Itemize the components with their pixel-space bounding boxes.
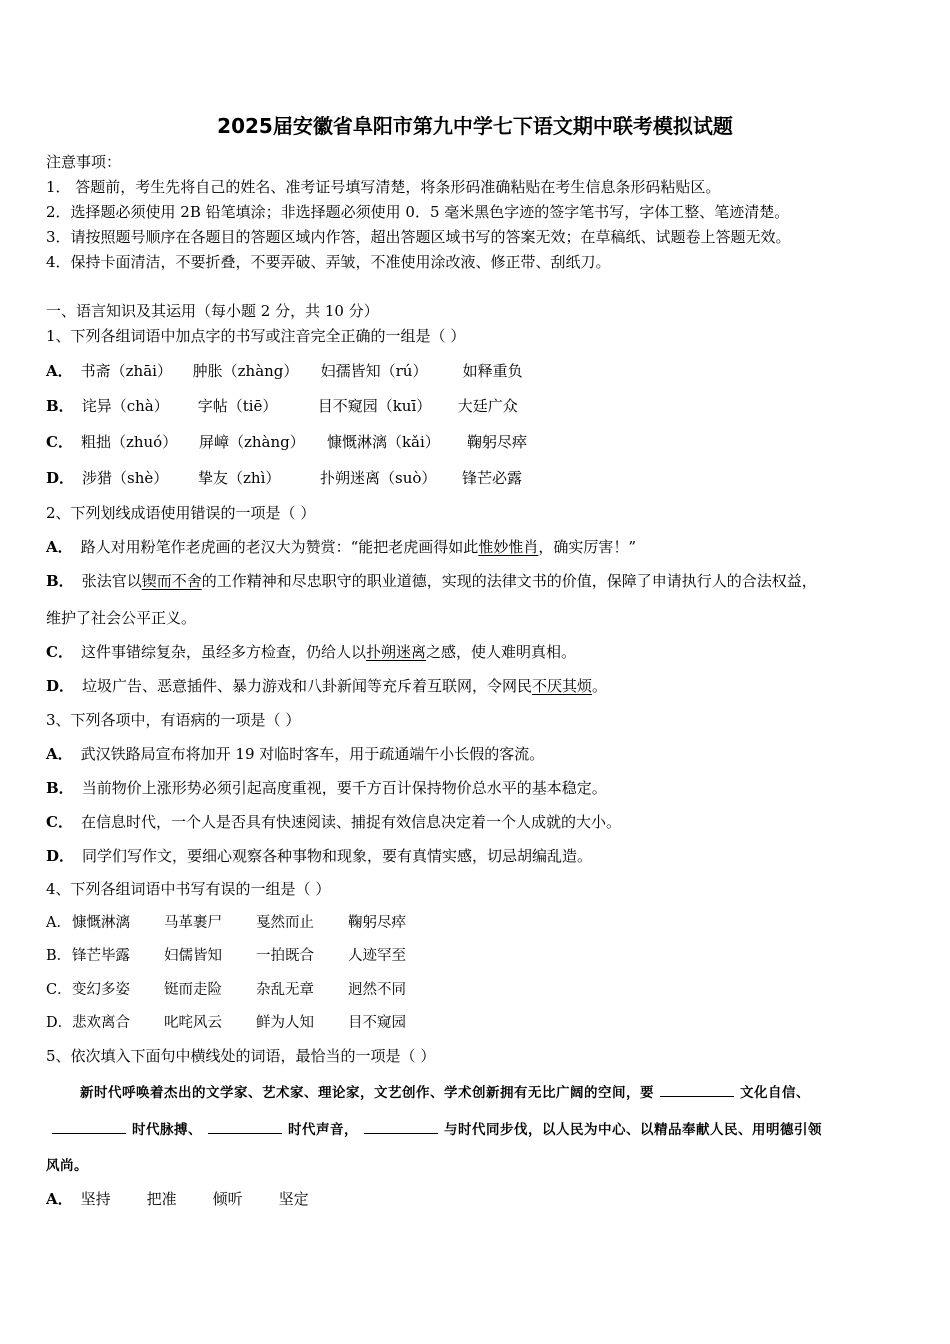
q4-option-b	[46, 946, 406, 966]
option-letter: A．	[46, 1190, 73, 1208]
option-text: 的工作精神和尽忠职守的职业道德，实现的法律文书的价值，保障了申请执行人的合法权益，	[201, 572, 817, 590]
option-word: 目不窥园（kuī）	[317, 397, 432, 415]
q1-option-c	[46, 432, 527, 452]
option-text: 张法官以	[81, 572, 142, 590]
q3-stem: 3、下列各项中，有语病的一项是（ ）	[46, 711, 301, 729]
option-letter: B．	[46, 779, 74, 797]
passage-text: 与时代同步伐，以人民为中心、以精品奉献人民、用明德引领	[444, 1122, 822, 1138]
notice-item-1: 1． 答题前，考生先将自己的姓名、准考证号填写清楚，将条形码准确粘贴在考生信息条形码粘贴区。	[46, 178, 721, 196]
option-letter: A．	[46, 538, 73, 556]
notice-item-4: 4．保持卡面清洁，不要折叠，不要弄破、弄皱，不准使用涂改液、修正带、刮纸刀。	[46, 253, 611, 271]
q1-option-a	[46, 361, 523, 381]
option-letter: B．	[46, 948, 72, 964]
option-word: 字帖（tiē）	[197, 397, 278, 415]
passage-text: 新时代呼唤着杰出的文学家、艺术家、理论家，文艺创作、学术创新拥有无比广阔的空间，要	[80, 1085, 654, 1101]
q4-option-d	[46, 1013, 406, 1033]
option-word: 慷慨淋漓（kǎi）	[326, 433, 440, 451]
option-word: 叱咤风云	[164, 1015, 222, 1031]
page-title: 2025届安徽省阜阳市第九中学七下语文期中联考模拟试题	[217, 114, 733, 138]
option-letter: A．	[46, 915, 71, 931]
option-text: 之感，使人难明真相。	[425, 643, 576, 661]
underlined-idiom: 不厌其烦	[532, 677, 593, 695]
option-word: 坚持	[80, 1190, 111, 1208]
option-word: 目不窥园	[348, 1015, 406, 1031]
option-word: 书斋（zhāi）	[80, 362, 172, 380]
notice-item-3: 3．请按照题号顺序在各题目的答题区域内作答，超出答题区域书写的答案无效；在草稿纸、试题卷上答题无效。	[46, 228, 791, 246]
option-word: 屏嶂（zhàng）	[198, 433, 305, 451]
option-text: 。	[592, 677, 608, 695]
q3-option-d	[46, 846, 592, 866]
option-text: 武汉铁路局宣布将加开 19 对临时客车，用于疏通端午小长假的客流。	[80, 745, 545, 763]
option-letter: D．	[46, 469, 75, 487]
option-word: 迥然不同	[348, 982, 406, 998]
option-text: ，确实厉害！”	[538, 538, 636, 556]
q5-passage-line-1	[80, 1082, 810, 1103]
option-text: 同学们写作文，要细心观察各种事物和现象，要有真情实感，切忌胡编乱造。	[82, 847, 593, 865]
option-word: 铤而走险	[164, 982, 222, 998]
option-letter: C．	[46, 433, 73, 451]
q2-option-b-continued: 维护了社会公平正义。	[46, 609, 197, 627]
q5-option-a	[46, 1189, 309, 1209]
option-text: 路人对用粉笔作老虎画的老汉大为赞赏：“能把老虎画得如此	[80, 538, 479, 556]
passage-text: 文化自信、	[740, 1085, 810, 1101]
notice-heading: 注意事项：	[46, 153, 122, 171]
q4-option-a	[46, 913, 406, 933]
q5-stem: 5、依次填入下面句中横线处的词语，最恰当的一项是（ ）	[46, 1047, 436, 1065]
underlined-idiom: 锲而不舍	[141, 572, 202, 590]
option-word: 一拍既合	[256, 948, 314, 964]
section-heading: 一、语言知识及其运用（每小题 2 分，共 10 分）	[46, 302, 379, 320]
option-word: 锋芒毕露	[72, 948, 130, 964]
option-word: 如释重负	[462, 362, 523, 380]
option-text: 当前物价上涨形势必须引起高度重视，要千方百计保持物价总水平的基本稳定。	[81, 779, 607, 797]
fill-blank	[52, 1119, 126, 1134]
q1-option-d	[46, 468, 522, 488]
option-word: 鲜为人知	[256, 1015, 314, 1031]
q3-option-c	[46, 812, 621, 832]
q3-option-b	[46, 778, 607, 798]
q2-option-a	[46, 537, 636, 557]
notice-item-2: 2．选择题必须使用 2B 铅笔填涂；非选择题必须使用 0．5 毫米黑色字迹的签字笔书写，字体工整、笔迹清楚。	[46, 203, 790, 221]
option-letter: B．	[46, 397, 74, 415]
option-word: 肿胀（zhàng）	[192, 362, 299, 380]
option-word: 诧异（chà）	[81, 397, 169, 415]
option-word: 马革裹尸	[164, 915, 222, 931]
option-word: 涉猎（shè）	[82, 469, 169, 487]
option-letter: D．	[46, 847, 75, 865]
q2-option-d	[46, 676, 607, 696]
option-letter: C．	[46, 813, 73, 831]
fill-blank	[208, 1119, 282, 1134]
q4-stem: 4、下列各组词语中书写有误的一组是（ ）	[46, 880, 331, 898]
q2-option-c	[46, 642, 576, 662]
option-word: 鞠躬尽瘁	[466, 433, 527, 451]
option-letter: C．	[46, 643, 73, 661]
option-text: 这件事错综复杂，虽经多方检查，仍给人以	[80, 643, 366, 661]
option-word: 戛然而止	[256, 915, 314, 931]
option-text: 在信息时代，一个人是否具有快速阅读、捕捉有效信息决定着一个人成就的大小。	[80, 813, 621, 831]
option-word: 妇儒皆知	[164, 948, 222, 964]
passage-text: 时代脉搏、	[132, 1122, 202, 1138]
option-letter: B．	[46, 572, 74, 590]
option-word: 慷慨淋漓	[72, 915, 130, 931]
option-word: 鞠躬尽瘁	[348, 915, 406, 931]
q5-passage-line-3: 风尚。	[46, 1158, 88, 1174]
q3-option-a	[46, 744, 544, 764]
option-word: 倾听	[212, 1190, 243, 1208]
option-word: 挚友（zhì）	[198, 469, 281, 487]
q2-option-b	[46, 571, 817, 591]
option-letter: D．	[46, 677, 75, 695]
option-word: 悲欢离合	[72, 1015, 130, 1031]
q1-option-b	[46, 396, 518, 416]
option-text: 垃圾广告、恶意插件、暴力游戏和八卦新闻等充斥着互联网，令网民	[82, 677, 533, 695]
option-word: 变幻多姿	[72, 982, 130, 998]
fill-blank	[660, 1082, 734, 1097]
option-word: 扑朔迷离（suò）	[320, 469, 437, 487]
option-word: 把准	[146, 1190, 177, 1208]
underlined-idiom: 惟妙惟肖	[478, 538, 539, 556]
q4-option-c	[46, 980, 406, 1000]
fill-blank	[364, 1119, 438, 1134]
q2-stem: 2、下列划线成语使用错误的一项是（ ）	[46, 504, 316, 522]
passage-text: 时代声音，	[288, 1122, 358, 1138]
q1-stem: 1、下列各组词语中加点字的书写或注音完全正确的一组是（ ）	[46, 327, 466, 345]
option-word: 粗拙（zhuó）	[80, 433, 178, 451]
option-word: 妇孺皆知（rú）	[320, 362, 428, 380]
option-letter: A．	[46, 745, 73, 763]
option-letter: D．	[46, 1015, 73, 1031]
option-word: 坚定	[278, 1190, 309, 1208]
option-word: 杂乱无章	[256, 982, 314, 998]
underlined-idiom: 扑朔迷离	[365, 643, 426, 661]
q5-passage-line-2	[52, 1119, 822, 1140]
option-word: 人迹罕至	[348, 948, 406, 964]
option-letter: C．	[46, 982, 72, 998]
option-word: 锋芒必露	[462, 469, 523, 487]
option-word: 大廷广众	[457, 397, 518, 415]
option-letter: A．	[46, 362, 73, 380]
